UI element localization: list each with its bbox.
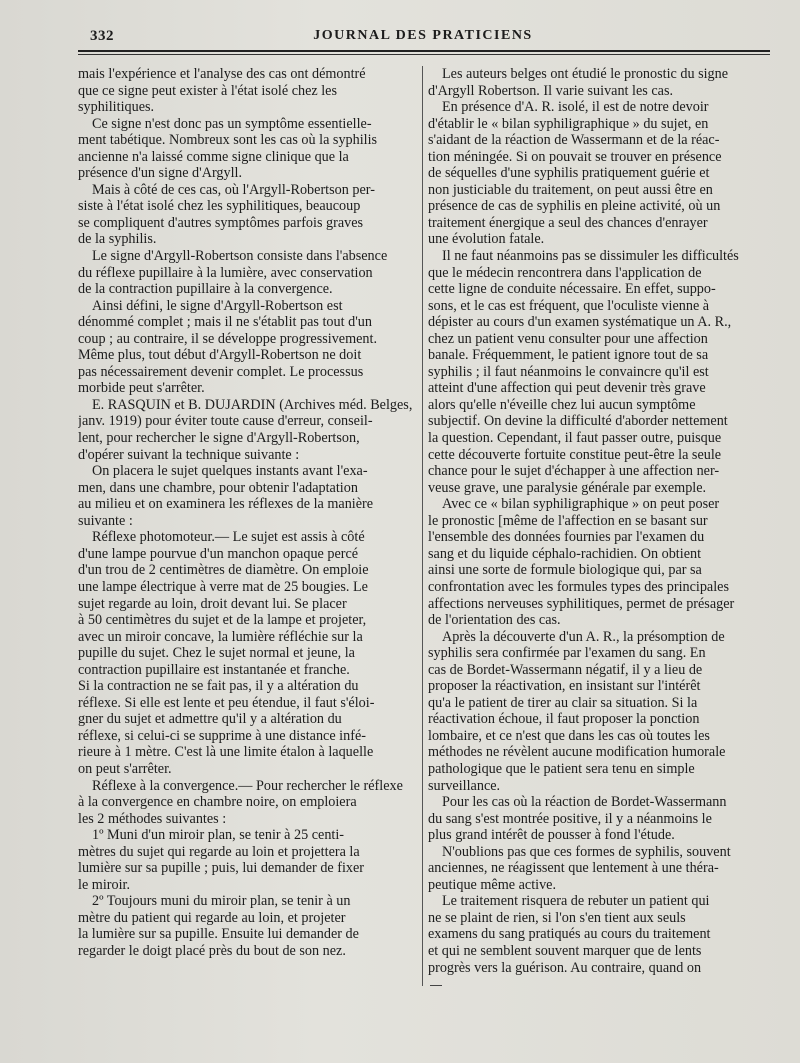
text-line: lent, pour rechercher le signe d'Argyll-Robertson, <box>78 430 360 447</box>
column-divider <box>422 66 423 986</box>
text-line: traitement énergique a seul des chances d'enrayer <box>428 214 708 231</box>
text-line: la question. Cependant, il faut passer outre, puisque <box>428 430 722 447</box>
text-line: présence de cas de syphilis en pleine activité, où un <box>428 198 721 215</box>
right-column <box>428 66 774 976</box>
text-line: Mais à côté de ces cas, où l'Argyll-Robertson per- <box>92 181 375 198</box>
text-line: la lumière sur sa pupille. Ensuite lui demander de <box>78 926 359 943</box>
text-line: atteint d'une affection qui peut devenir très grave <box>428 380 706 397</box>
text-line: réflexe. Si elle est lente et peu étendue, il faut s'éloi- <box>78 694 375 711</box>
text-line: subjectif. On devine la difficulté d'aborder nettement <box>428 413 728 430</box>
text-line: mètres du sujet qui regarde au loin et projettera la <box>78 843 360 860</box>
text-line: de l'orientation des cas. <box>428 612 561 629</box>
text-line: présence d'un signe d'Argyll. <box>78 165 243 182</box>
text-line: sujet regarde au loin, droit devant lui. Se placer <box>78 595 347 612</box>
text-line: de la syphilis. <box>78 231 157 248</box>
text-line: syphilis sera confirmée par l'examen du sang. En <box>428 645 706 662</box>
text-line: pathologique que le patient sera tenu en simple <box>428 760 695 777</box>
text-line: d'opérer suivant la technique suivante : <box>78 446 300 463</box>
text-line: cette ligne de conduite nécessaire. En effet, suppo- <box>428 281 716 298</box>
text-line: non justiciable du traitement, on peut aussi être en <box>428 181 713 198</box>
left-column <box>78 66 420 960</box>
text-line: syphilitiques. <box>78 99 155 116</box>
text-line: gner du sujet et admettre qu'il y a altération du <box>78 711 342 728</box>
journal-title: JOURNAL DES PRATICIENS <box>313 28 533 43</box>
text-line: Réflexe à la convergence.— Pour rechercher le réflexe <box>92 777 403 794</box>
text-line: Il ne faut néanmoins pas se dissimuler les difficultés <box>442 248 739 265</box>
text-line: 1º Muni d'un miroir plan, se tenir à 25 centi- <box>92 827 345 844</box>
text-line: peutique même active. <box>428 876 557 893</box>
text-line: cas de Bordet-Wassermann négatif, il y a lieu de <box>428 661 703 678</box>
text-line: On placera le sujet quelques instants avant l'exa- <box>92 463 368 480</box>
text-line: 2º Toujours muni du miroir plan, se tenir à un <box>92 893 351 910</box>
header-rule <box>78 50 770 52</box>
text-line: lombaire, et ce n'est que dans les cas où toutes les <box>428 727 710 744</box>
text-line: mètre du patient qui regarde au loin, et projeter <box>78 909 346 926</box>
text-line: que ce signe peut exister à l'état isolé chez les <box>78 82 338 99</box>
text-line: surveillance. <box>428 777 501 794</box>
text-line: et qui ne semblent souvent marquer que de lents <box>428 942 702 959</box>
text-line: Réflexe photomoteur.— Le sujet est assis à côté <box>92 529 365 546</box>
text-line: mais l'expérience et l'analyse des cas ont démontré <box>78 66 366 82</box>
text-line: au milieu et on examinera les réflexes de la manière <box>78 496 374 513</box>
text-line: sons, et le cas est fréquent, que l'oculiste vienne à <box>428 297 710 314</box>
text-line: méthodes ne révèlent aucune modification humorale <box>428 744 726 761</box>
text-line: ancienne n'a laissé comme signe clinique que la <box>78 148 349 165</box>
text-line: syphilis ; il faut néanmoins le convaincre qu'il est <box>428 363 709 380</box>
text-line: chance pour le sujet d'échapper à une affection ner- <box>428 463 720 480</box>
text-line: pas nécessairement devenir complet. Le processus <box>78 363 364 380</box>
text-line: qu'a le patient de tirer au clair sa situation. Si la <box>428 694 698 711</box>
text-line: réactivation échoue, il faut proposer la ponction <box>428 711 700 728</box>
text-line: regarder le doigt placé près du bout de son nez. <box>78 942 346 959</box>
text-line: l'ensemble des données fournies par l'examen du <box>428 529 705 546</box>
text-line: une évolution fatale. <box>428 231 545 248</box>
text-line: morbide peut s'arrêter. <box>78 380 205 397</box>
text-line: cette découverte fortuite constitue peut-être la seule <box>428 446 722 463</box>
text-line: ne se plaint de rien, si l'on s'en tient aux seuls <box>428 909 686 926</box>
text-line: plus grand intérêt de pousser à fond l'étude. <box>428 827 675 844</box>
text-line: le miroir. <box>78 876 131 893</box>
text-line: on peut s'arrêter. <box>78 760 172 777</box>
end-mark <box>430 985 442 986</box>
text-line: examens du sang pratiqués au cours du traitement <box>428 926 711 943</box>
text-line: men, dans une chambre, pour obtenir l'adaptation <box>78 479 358 496</box>
text-line: Ce signe n'est donc pas un symptôme essentielle- <box>92 115 372 132</box>
text-line: banale. Fréquemment, le patient ignore tout de sa <box>428 347 709 364</box>
text-line: dénommé complet ; mais il ne s'établit pas tout d'un <box>78 314 372 331</box>
header-rule-thin <box>78 54 770 55</box>
text-line: une lampe électrique à verre mat de 25 bougies. Le <box>78 578 368 595</box>
text-line: du réflexe pupillaire à la lumière, avec conservation <box>78 264 373 281</box>
text-line: de la contraction pupillaire à la convergence. <box>78 281 333 298</box>
text-line: coup ; au contraire, il se développe progressivement. <box>78 330 378 347</box>
text-line: d'une lampe pourvue d'un manchon opaque percé <box>78 545 359 562</box>
text-line: à la convergence en chambre noire, on emploiera <box>78 794 357 811</box>
text-line: du sang s'est montrée positive, il y a néanmoins le <box>428 810 712 827</box>
text-line: alors qu'elle n'éveille chez lui aucun symptôme <box>428 396 696 413</box>
text-line: chez un patient venu consulter pour une affection <box>428 330 708 347</box>
text-line: suivante : <box>78 512 133 529</box>
text-line: ainsi une sorte de formule biologique qui, par sa <box>428 562 702 579</box>
text-line: se compliquent d'autres symptômes parfois graves <box>78 214 364 231</box>
text-line: Ainsi défini, le signe d'Argyll-Robertson est <box>92 297 343 314</box>
text-line: rieure à 1 mètre. C'est là une limite étalon à laquelle <box>78 744 374 761</box>
text-line: que le médecin rencontrera dans l'application de <box>428 264 702 281</box>
text-line: le pronostic [même de l'affection en se basant sur <box>428 512 708 529</box>
text-line: N'oublions pas que ces formes de syphilis, souvent <box>442 843 731 860</box>
text-line: Le signe d'Argyll-Robertson consiste dans l'absence <box>92 248 388 265</box>
text-line: progrès vers la guérison. Au contraire, quand on <box>428 959 702 976</box>
text-line: janv. 1919) pour éviter toute cause d'erreur, conseil- <box>78 413 373 430</box>
text-line: veuse grave, une paralysie générale par exemple. <box>428 479 707 496</box>
text-line: dépister au cours d'un examen systématique un A. R., <box>428 314 732 331</box>
text-line: Pour les cas où la réaction de Bordet-Wassermann <box>442 794 727 811</box>
text-line: proposer la réactivation, en insistant sur l'intérêt <box>428 678 701 695</box>
text-line: avec un miroir concave, la lumière réfléchie sur la <box>78 628 363 645</box>
text-line: siste à l'état isolé chez les syphilitiques, beaucoup <box>78 198 361 215</box>
text-line: Le traitement risquera de rebuter un patient qui <box>442 893 710 910</box>
text-line: Après la découverte d'un A. R., la présomption de <box>442 628 725 645</box>
text-line: d'Argyll Robertson. Il varie suivant les cas. <box>428 82 674 99</box>
text-line: anciennes, ne réagissent que lentement à une théra- <box>428 860 719 877</box>
text-line: ment tabétique. Nombreux sont les cas où la syphilis <box>78 132 378 149</box>
text-line: Les auteurs belges ont étudié le pronostic du signe <box>442 66 729 82</box>
text-line: réflexe, si celui-ci se supprime à une distance infé- <box>78 727 366 744</box>
text-line: d'établir le « bilan syphiligraphique » du sujet, en <box>428 115 709 132</box>
text-line: les 2 méthodes suivantes : <box>78 810 227 827</box>
text-line: pupille du sujet. Chez le sujet normal et jeune, la <box>78 645 355 662</box>
text-line: Si la contraction ne se fait pas, il y a altération du <box>78 678 359 695</box>
page-number: 332 <box>90 28 114 44</box>
text-line: d'un trou de 2 centimètres de diamètre. On emploie <box>78 562 369 579</box>
text-line: Avec ce « bilan syphiligraphique » on peut poser <box>442 496 720 513</box>
page-header <box>78 24 768 50</box>
text-line: E. RASQUIN et B. DUJARDIN (Archives méd. Belges, <box>92 396 413 413</box>
text-line: sang et du liquide céphalo-rachidien. On obtient <box>428 545 702 562</box>
text-line: lumière sur sa pupille ; puis, lui demander de fixer <box>78 860 365 877</box>
text-line: contraction pupillaire est instantanée et franche. <box>78 661 350 678</box>
text-line: de séquelles d'une syphilis pratiquement guérie et <box>428 165 710 182</box>
text-line: Même plus, tout début d'Argyll-Robertson ne doit <box>78 347 362 364</box>
text-line: confrontation avec les formules types des principales <box>428 578 729 595</box>
text-line: s'aidant de la réaction de Wassermann et de la réac- <box>428 132 720 149</box>
text-line: En présence d'A. R. isolé, il est de notre devoir <box>442 99 709 116</box>
text-line: à 50 centimètres du sujet et de la lampe et projeter, <box>78 612 367 629</box>
text-line: affections nerveuses syphilitiques, permet de présager <box>428 595 735 612</box>
text-line: tion méningée. Si on pouvait se trouver en présence <box>428 148 722 165</box>
